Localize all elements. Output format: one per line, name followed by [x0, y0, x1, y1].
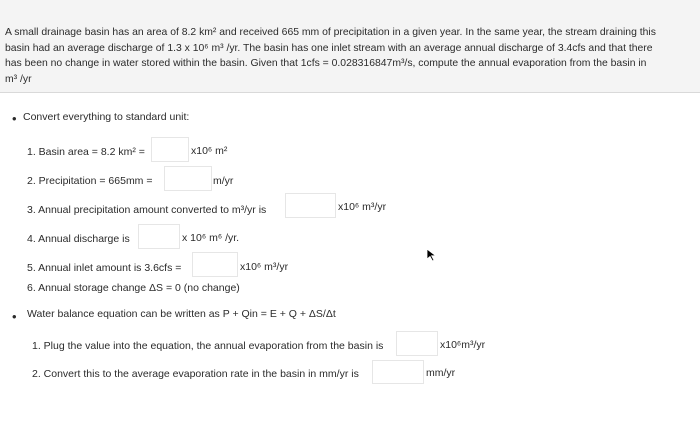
e1-unit: x10⁶m³/yr [440, 339, 486, 351]
bullet-dot: • [12, 309, 17, 324]
e1-label: 1. Plug the value into the equation, the annual evaporation from the basin is [32, 340, 384, 352]
q3-unit: x10⁶ m³/yr [338, 201, 387, 213]
e2-label: 2. Convert this to the average evaporation rate in the basin in mm/yr is [32, 368, 359, 380]
precipitation-input[interactable] [164, 166, 212, 191]
bullet-dot: • [12, 111, 17, 126]
problem-line-4: m³ /yr [5, 73, 32, 85]
q2-label: 2. Precipitation = 665mm = [27, 175, 153, 187]
q1-label: 1. Basin area = 8.2 km² = [27, 146, 145, 158]
q1-unit: x10⁶ m² [191, 145, 228, 157]
e2-unit: mm/yr [426, 367, 456, 379]
mouse-cursor-icon [426, 248, 438, 262]
inlet-amount-input[interactable] [192, 252, 238, 277]
problem-statement [0, 0, 700, 93]
basin-area-input[interactable] [151, 137, 189, 162]
section1-heading: Convert everything to standard unit: [23, 111, 190, 123]
problem-line-2: basin had an average discharge of 1.3 x 10⁶ m³ /yr. The basin has one inlet stream with an average annual discharge of 3.4cfs and that there [5, 42, 653, 54]
q6-label: 6. Annual storage change ΔS = 0 (no change) [27, 282, 240, 294]
annual-precip-input[interactable] [285, 193, 336, 218]
evaporation-input[interactable] [396, 331, 438, 356]
evaporation-rate-input[interactable] [372, 360, 424, 384]
q3-label: 3. Annual precipitation amount converted to m³/yr is [27, 204, 267, 216]
q2-unit: m/yr [213, 175, 234, 187]
annual-discharge-input[interactable] [138, 224, 180, 249]
q4-label: 4. Annual discharge is [27, 233, 130, 245]
problem-line-3: has been no change in water stored within the basin. Given that 1cfs = 0.028316847m³/s, compute the annual evaporation from the basin in [5, 58, 647, 70]
section2-heading: Water balance equation can be written as P + Qin = E + Q + ΔS/Δt [27, 308, 336, 320]
q4-unit: x 10⁶ m⁶ /yr. [182, 232, 240, 244]
q5-label: 5. Annual inlet amount is 3.6cfs = [27, 262, 182, 274]
q5-unit: x10⁶ m³/yr [240, 261, 289, 273]
problem-text [5, 25, 695, 87]
problem-line-1: A small drainage basin has an area of 8.2 km² and received 665 mm of precipitation in a given year. In the same year, the stream draining this [5, 27, 656, 38]
